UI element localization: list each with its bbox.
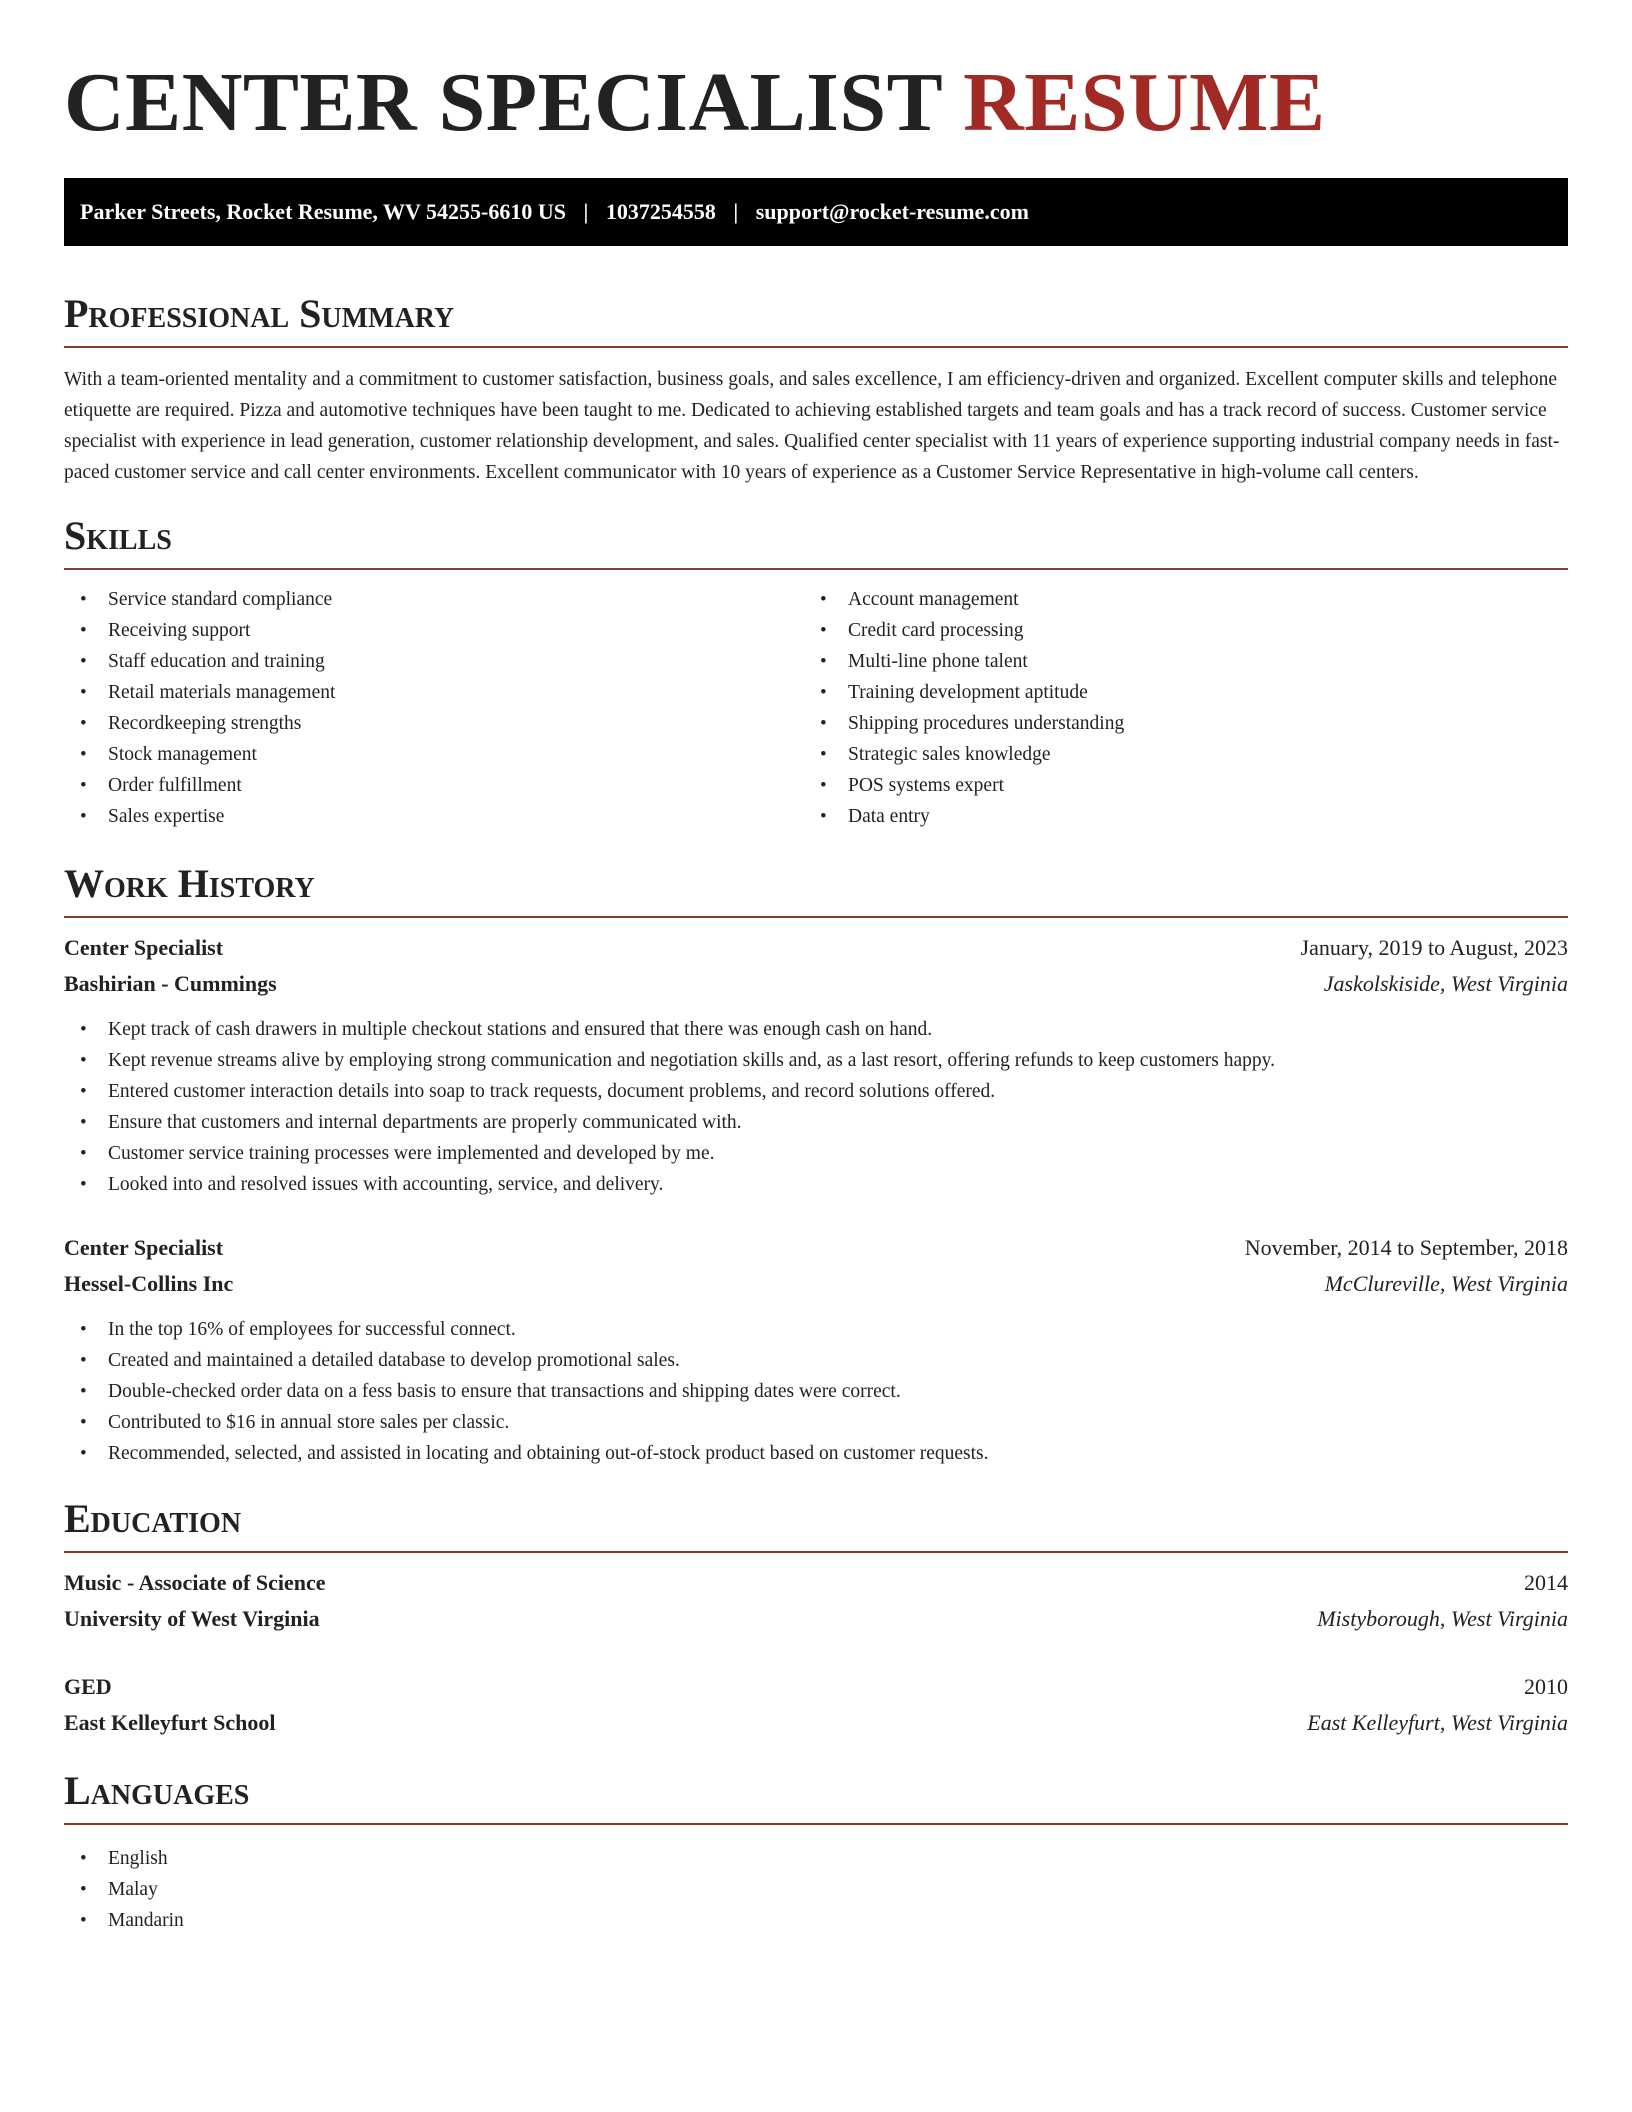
- contact-email[interactable]: support@rocket-resume.com: [755, 199, 1029, 224]
- job-duties-list: [64, 1014, 1568, 1200]
- education-school: University of West Virginia: [64, 1606, 320, 1631]
- job-dates: November, 2014 to September, 2018: [1244, 1235, 1568, 1260]
- education-degree-row: [64, 1565, 1568, 1601]
- skill-item: • POS systems expert: [804, 770, 1544, 801]
- job-duty-item: • Double-checked order data on a fess basis to ensure that transactions and shipping dates were correct.: [64, 1376, 1568, 1407]
- skill-item: • Retail materials management: [64, 677, 804, 708]
- skill-item: • Training development aptitude: [804, 677, 1544, 708]
- skills-list-left: [64, 584, 804, 832]
- education-degree-row: [64, 1669, 1568, 1705]
- resume-page: [64, 0, 1568, 1936]
- job-title-row: [64, 930, 1568, 966]
- job-title: Center Specialist: [64, 935, 224, 960]
- job-company: Hessel-Collins Inc: [64, 1271, 234, 1296]
- job-entry: [64, 1230, 1568, 1469]
- education-school-row: [64, 1601, 1568, 1637]
- contact-bar: [64, 178, 1568, 246]
- contact-address: Parker Streets, Rocket Resume, WV 54255-6610 US: [80, 199, 566, 224]
- education-entry: [64, 1669, 1568, 1741]
- job-duty-item: • Kept revenue streams alive by employing strong communication and negotiation skills and, as a last resort, offering refunds to keep customers happy.: [64, 1045, 1568, 1076]
- job-company: Bashirian - Cummings: [64, 971, 277, 996]
- contact-phone[interactable]: 1037254558: [605, 199, 716, 224]
- skill-item: • Service standard compliance: [64, 584, 804, 615]
- summary-section: [64, 290, 1568, 488]
- job-duty-item: • Customer service training processes were implemented and developed by me.: [64, 1138, 1568, 1169]
- education-school: East Kelleyfurt School: [64, 1710, 276, 1735]
- work-history-section: [64, 860, 1568, 1469]
- section-heading-languages: Languages: [64, 1767, 1568, 1825]
- job-duty-item: • Looked into and resolved issues with accounting, service, and delivery.: [64, 1169, 1568, 1200]
- job-title: Center Specialist: [64, 1235, 224, 1260]
- title-accent: RESUME: [963, 56, 1326, 149]
- job-duty-item: • Kept track of cash drawers in multiple checkout stations and ensured that there was enough cash on hand.: [64, 1014, 1568, 1045]
- skill-item: • Shipping procedures understanding: [804, 708, 1544, 739]
- section-heading-education: Education: [64, 1495, 1568, 1553]
- job-location: Jaskolskiside, West Virginia: [1323, 971, 1568, 996]
- job-title-row: [64, 1230, 1568, 1266]
- job-company-row: [64, 1266, 1568, 1302]
- contact-separator: |: [733, 199, 739, 224]
- languages-section: [64, 1767, 1568, 1936]
- resume-title: [64, 58, 1568, 148]
- job-duty-item: • Contributed to $16 in annual store sales per classic.: [64, 1407, 1568, 1438]
- skill-item: • Order fulfillment: [64, 770, 804, 801]
- languages-list: [64, 1843, 1568, 1936]
- job-location: McClureville, West Virginia: [1324, 1271, 1568, 1296]
- language-item: • Malay: [64, 1874, 1568, 1905]
- education-degree: Music - Associate of Science: [64, 1570, 326, 1595]
- skill-item: • Strategic sales knowledge: [804, 739, 1544, 770]
- job-duty-item: • In the top 16% of employees for successful connect.: [64, 1314, 1568, 1345]
- education-degree: GED: [64, 1674, 112, 1699]
- skill-item: • Data entry: [804, 801, 1544, 832]
- skill-item: • Staff education and training: [64, 646, 804, 677]
- education-location: East Kelleyfurt, West Virginia: [1307, 1710, 1568, 1735]
- job-duty-item: • Ensure that customers and internal departments are properly communicated with.: [64, 1107, 1568, 1138]
- section-heading-work-history: Work History: [64, 860, 1568, 918]
- title-main: CENTER SPECIALIST: [64, 56, 942, 149]
- language-item: • Mandarin: [64, 1905, 1568, 1936]
- education-year: 2014: [1524, 1570, 1568, 1595]
- job-duty-item: • Recommended, selected, and assisted in locating and obtaining out-of-stock product based on customer requests.: [64, 1438, 1568, 1469]
- skills-columns: [64, 584, 1568, 832]
- skill-item: • Multi-line phone talent: [804, 646, 1544, 677]
- job-company-row: [64, 966, 1568, 1002]
- skill-item: • Receiving support: [64, 615, 804, 646]
- summary-text: With a team-oriented mentality and a commitment to customer satisfaction, business goals, and sales excellence, I am efficiency-driven and organized. Excellent computer skills and telephone etiquette are required. Pizza and automotive techniques have been taught to me. Dedicated to achieving established targets and team goals and has a track record of success. Customer service specialist with experience in lead generation, customer relationship development, and sales. Qualified center specialist with 11 years of experience supporting industrial company needs in fast-paced customer service and call center environments. Excellent communicator with 10 years of experience as a Customer Service Representative in high-volume call centers.: [64, 369, 1560, 483]
- job-duty-item: • Entered customer interaction details into soap to track requests, document problems, and record solutions offered.: [64, 1076, 1568, 1107]
- job-duties-list: [64, 1314, 1568, 1469]
- skill-item: • Account management: [804, 584, 1544, 615]
- language-item: • English: [64, 1843, 1568, 1874]
- skill-item: • Sales expertise: [64, 801, 804, 832]
- job-duty-item: • Created and maintained a detailed database to develop promotional sales.: [64, 1345, 1568, 1376]
- skills-section: [64, 512, 1568, 832]
- skill-item: • Stock management: [64, 739, 804, 770]
- section-heading-skills: Skills: [64, 512, 1568, 570]
- section-heading-summary: Professional Summary: [64, 290, 1568, 348]
- skills-list-right: [804, 584, 1544, 832]
- education-year: 2010: [1524, 1674, 1568, 1699]
- skill-item: • Recordkeeping strengths: [64, 708, 804, 739]
- education-entry: [64, 1565, 1568, 1637]
- education-section: [64, 1495, 1568, 1741]
- contact-separator: |: [583, 199, 589, 224]
- job-entry: [64, 930, 1568, 1200]
- education-location: Mistyborough, West Virginia: [1317, 1606, 1568, 1631]
- job-dates: January, 2019 to August, 2023: [1300, 935, 1568, 960]
- education-school-row: [64, 1705, 1568, 1741]
- skill-item: • Credit card processing: [804, 615, 1544, 646]
